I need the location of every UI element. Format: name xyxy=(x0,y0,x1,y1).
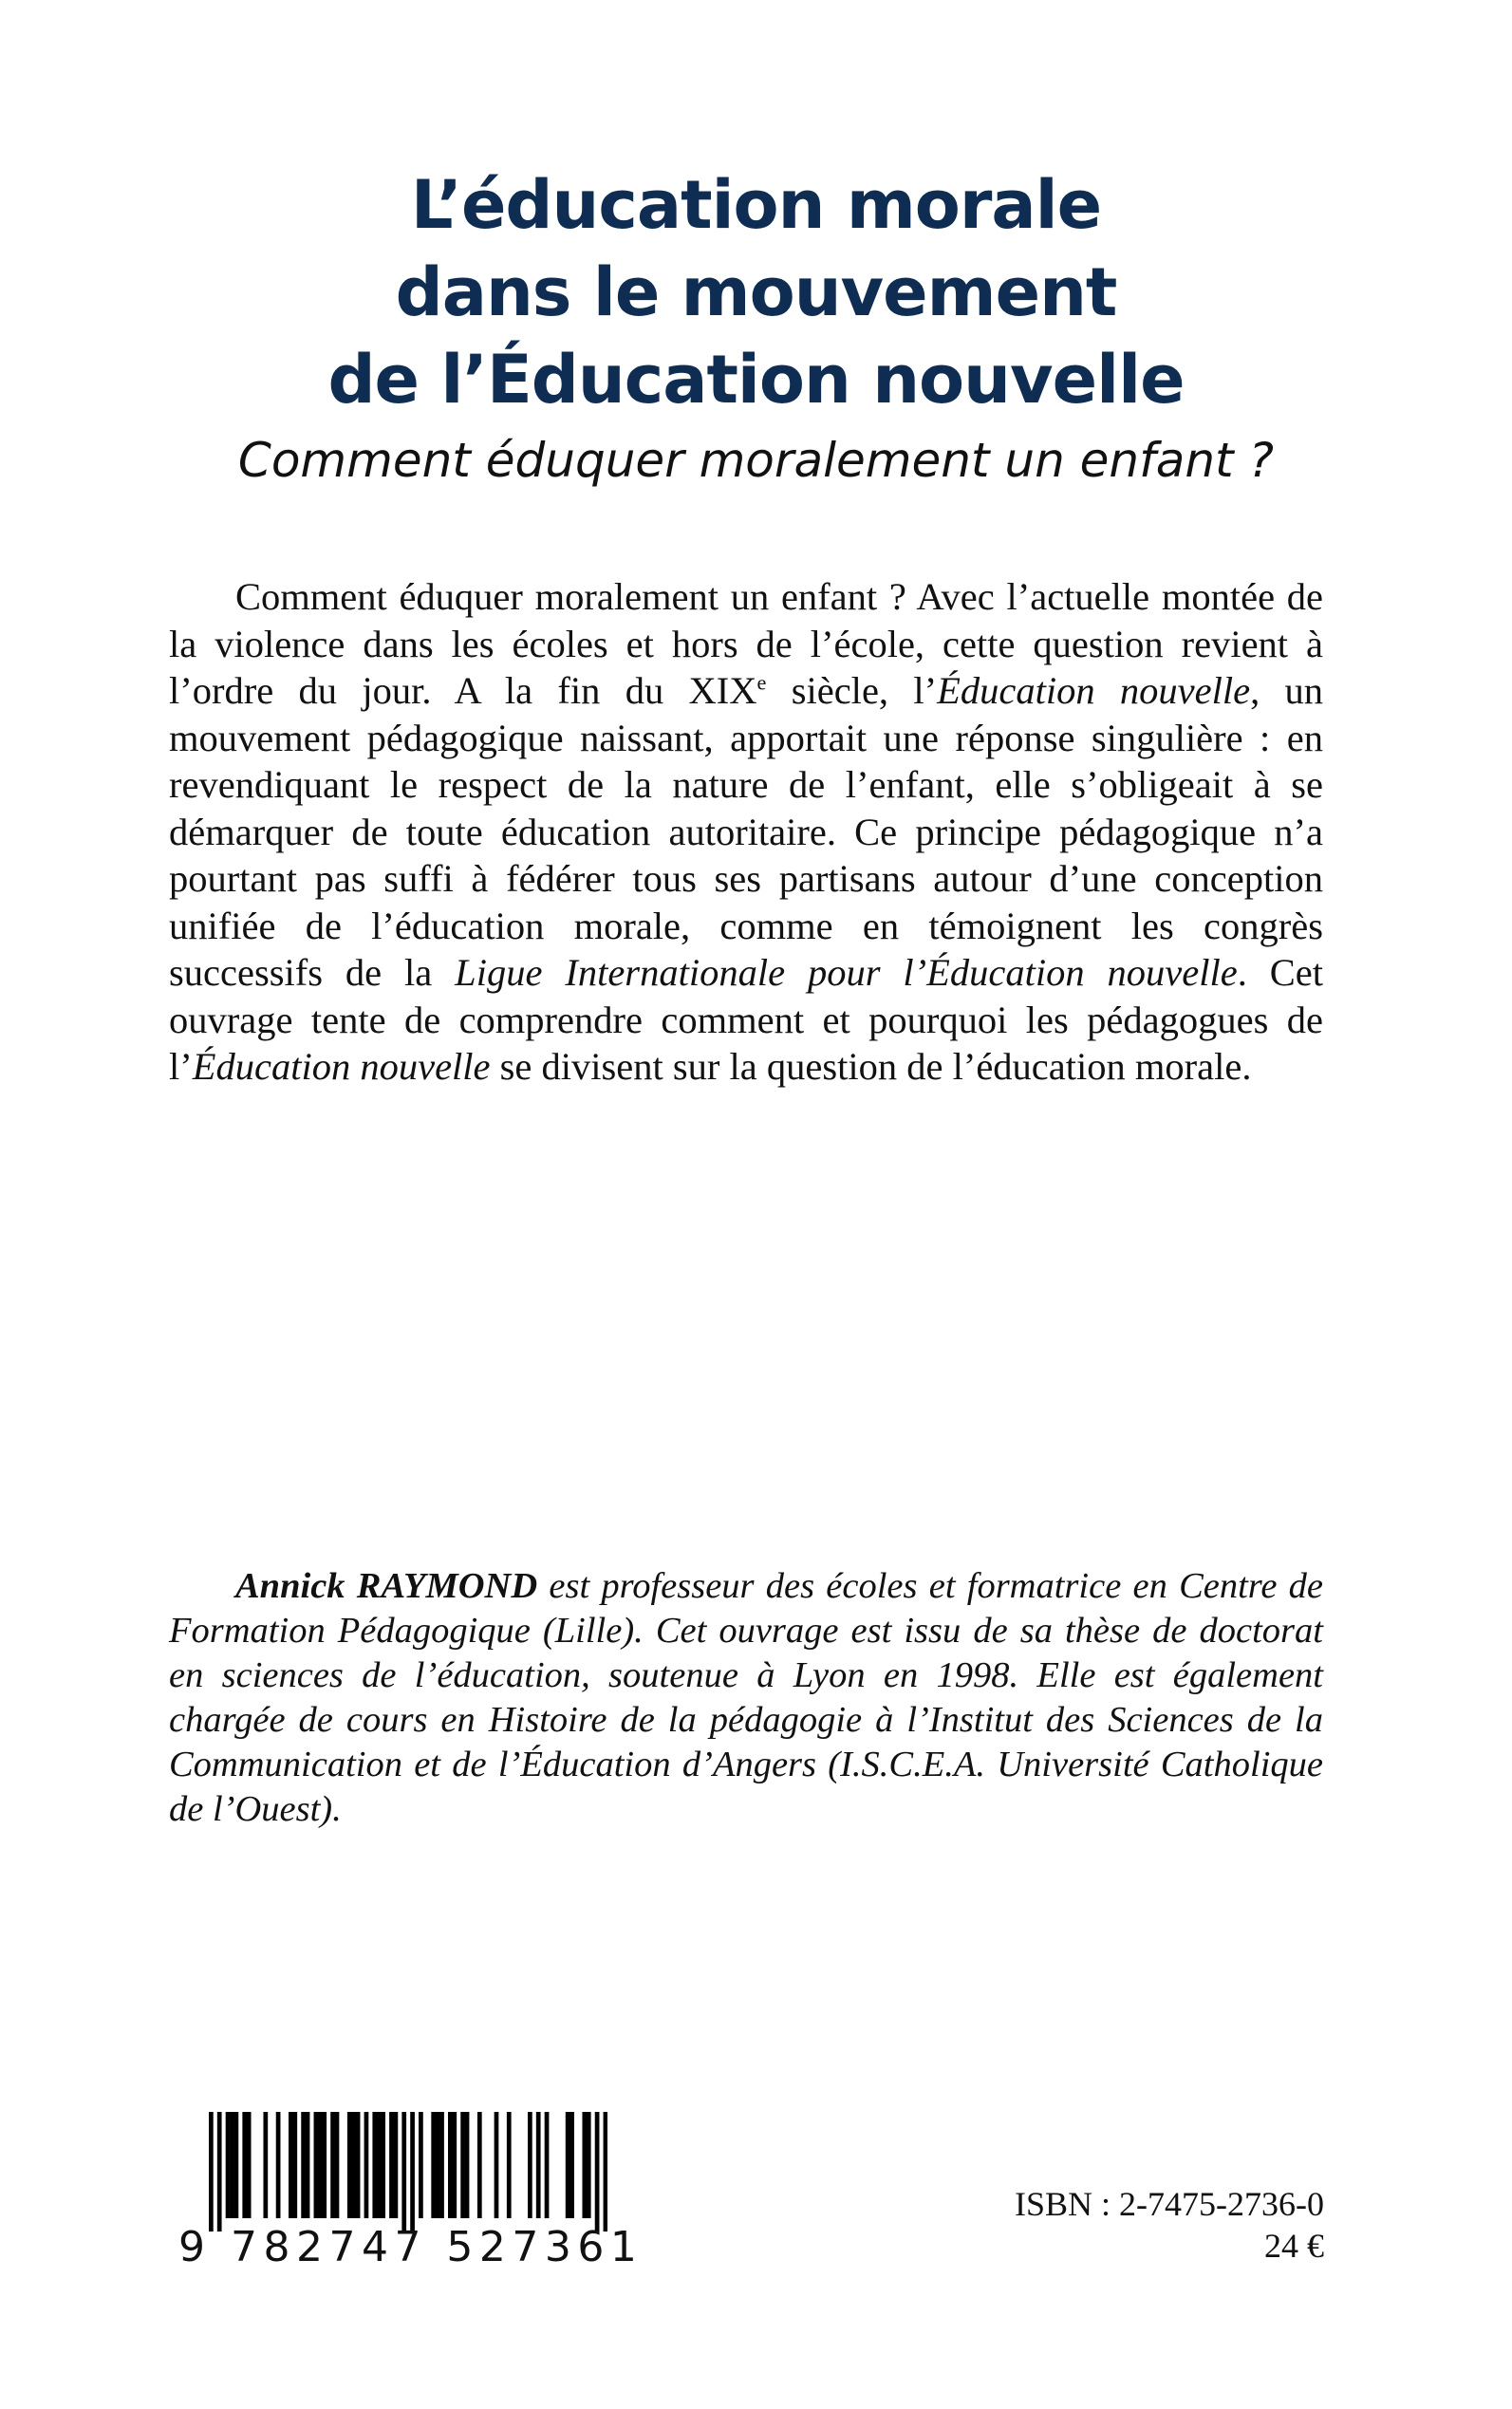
barcode-bar xyxy=(410,2112,415,2232)
title-block xyxy=(0,161,1512,494)
barcode-bar xyxy=(234,2112,239,2218)
movement-name-italic: Éducation nouvelle xyxy=(937,669,1251,712)
barcode-bar xyxy=(335,2112,340,2218)
barcode-bar xyxy=(292,2112,297,2218)
barcode-bar xyxy=(242,2112,247,2218)
barcode-bar xyxy=(436,2112,440,2218)
barcode-bar xyxy=(289,2112,293,2218)
barcode-bar xyxy=(263,2112,268,2218)
barcode-bar xyxy=(318,2112,323,2218)
barcode-bar xyxy=(347,2112,352,2218)
barcode-bar xyxy=(364,2112,369,2218)
summary-text xyxy=(169,573,1323,1091)
barcode-bar xyxy=(452,2112,457,2218)
author-name: Annick RAYMOND xyxy=(235,1566,538,1606)
barcode-bar xyxy=(356,2112,361,2218)
barcode-bar xyxy=(217,2112,222,2232)
century-superscript: e xyxy=(756,670,767,695)
barcode-bar xyxy=(569,2112,574,2218)
summary-run: . Cet ouvrage tente de comprendre comment et pourquoi les pédagogues de l’ xyxy=(169,951,1323,1088)
barcode-bar xyxy=(460,2112,465,2218)
barcode xyxy=(209,2112,607,2232)
barcode-digits: 9 782747 527361 xyxy=(178,2223,644,2271)
author-bio xyxy=(169,1564,1323,1832)
summary-run: , un mouvement pédagogique naissant, apportait une réponse singulière : en revendiquant le respect de la nature de l’enfant, elle s’obligeait à se démarquer de toute éducation autoritaire. Ce principe pédagogique n’a pourtant pas suffi à fédérer tous ses partisans autour d’une conception unifiée de l’éducation morale, comme en témoignent les congrès successifs de la xyxy=(169,669,1324,994)
barcode-bar xyxy=(495,2112,499,2218)
book-title-line-1: L’éducation morale xyxy=(410,166,1102,244)
barcode-bar xyxy=(528,2112,532,2218)
barcode-bar xyxy=(322,2112,327,2218)
barcode-bar xyxy=(209,2112,214,2232)
author-bio-paragraph xyxy=(169,1564,1323,1832)
barcode-bar xyxy=(306,2112,310,2218)
publication-info xyxy=(1015,2183,1324,2267)
summary-paragraph xyxy=(169,573,1323,1091)
barcode-bar xyxy=(377,2112,382,2218)
barcode-bar xyxy=(314,2112,319,2218)
barcode-bar xyxy=(566,2112,570,2218)
barcode-bar xyxy=(389,2112,394,2218)
league-name-italic: Ligue Internationale pour l’Éducation nouvelle xyxy=(455,951,1238,994)
barcode-bar xyxy=(536,2112,541,2218)
isbn-number: ISBN : 2-7475-2736-0 xyxy=(1015,2185,1324,2223)
summary-run: siècle, l’ xyxy=(766,669,938,712)
barcode-bar xyxy=(604,2112,607,2232)
book-subtitle: Comment éduquer moralement un enfant ? xyxy=(237,433,1275,488)
barcode-bar xyxy=(507,2112,512,2218)
barcode-bar xyxy=(381,2112,385,2218)
barcode-bar xyxy=(276,2112,281,2218)
author-bio-text: est professeur des écoles et formatrice en Centre de Formation Pédagogique (Lille). Cet ouvrage est issu de sa thèse de doctorat en sciences de l’éducation, soutenue à Lyon en 1998. Elle est également chargée de cours en Histoire de la pédagogie à l’Institut des Sciences de la Communication et de l’Éducation d’Angers (I.S.C.E.A. Université Catholique de l’Ouest). xyxy=(169,1566,1323,1829)
barcode-bar xyxy=(477,2112,482,2218)
barcode-bar xyxy=(465,2112,470,2218)
barcode-bar xyxy=(448,2112,453,2218)
barcode-bar xyxy=(372,2112,377,2218)
barcode-bar xyxy=(351,2112,356,2218)
barcode-bar xyxy=(419,2112,423,2218)
price: 24 € xyxy=(1264,2227,1324,2265)
movement-name-italic: Éducation nouvelle xyxy=(192,1045,491,1088)
summary-run: Comment éduquer moralement un enfant ? Avec l’actuelle montée de la violence dans les écoles et hors de l’école, cette question revient à l’ordre du jour. A la fin du XIX xyxy=(169,575,1323,712)
barcode-bar xyxy=(431,2112,436,2218)
barcode-bar xyxy=(230,2112,234,2218)
barcode-bar xyxy=(394,2112,399,2218)
book-title-line-2: dans le mouvement xyxy=(395,253,1117,331)
book-title-line-3: de l’Éducation nouvelle xyxy=(327,341,1185,419)
barcode-bar xyxy=(247,2112,252,2218)
barcode-bar xyxy=(226,2112,231,2218)
barcode-bar xyxy=(439,2112,444,2218)
barcode-bar xyxy=(595,2112,600,2232)
barcode-bar xyxy=(301,2112,306,2218)
summary-run: se divisent sur la question de l’éducation morale. xyxy=(490,1045,1252,1088)
barcode-bar xyxy=(545,2112,550,2218)
barcode-bar xyxy=(401,2112,406,2232)
barcode-bar xyxy=(330,2112,335,2218)
barcode-bar xyxy=(582,2112,587,2218)
barcode-bar xyxy=(587,2112,591,2218)
